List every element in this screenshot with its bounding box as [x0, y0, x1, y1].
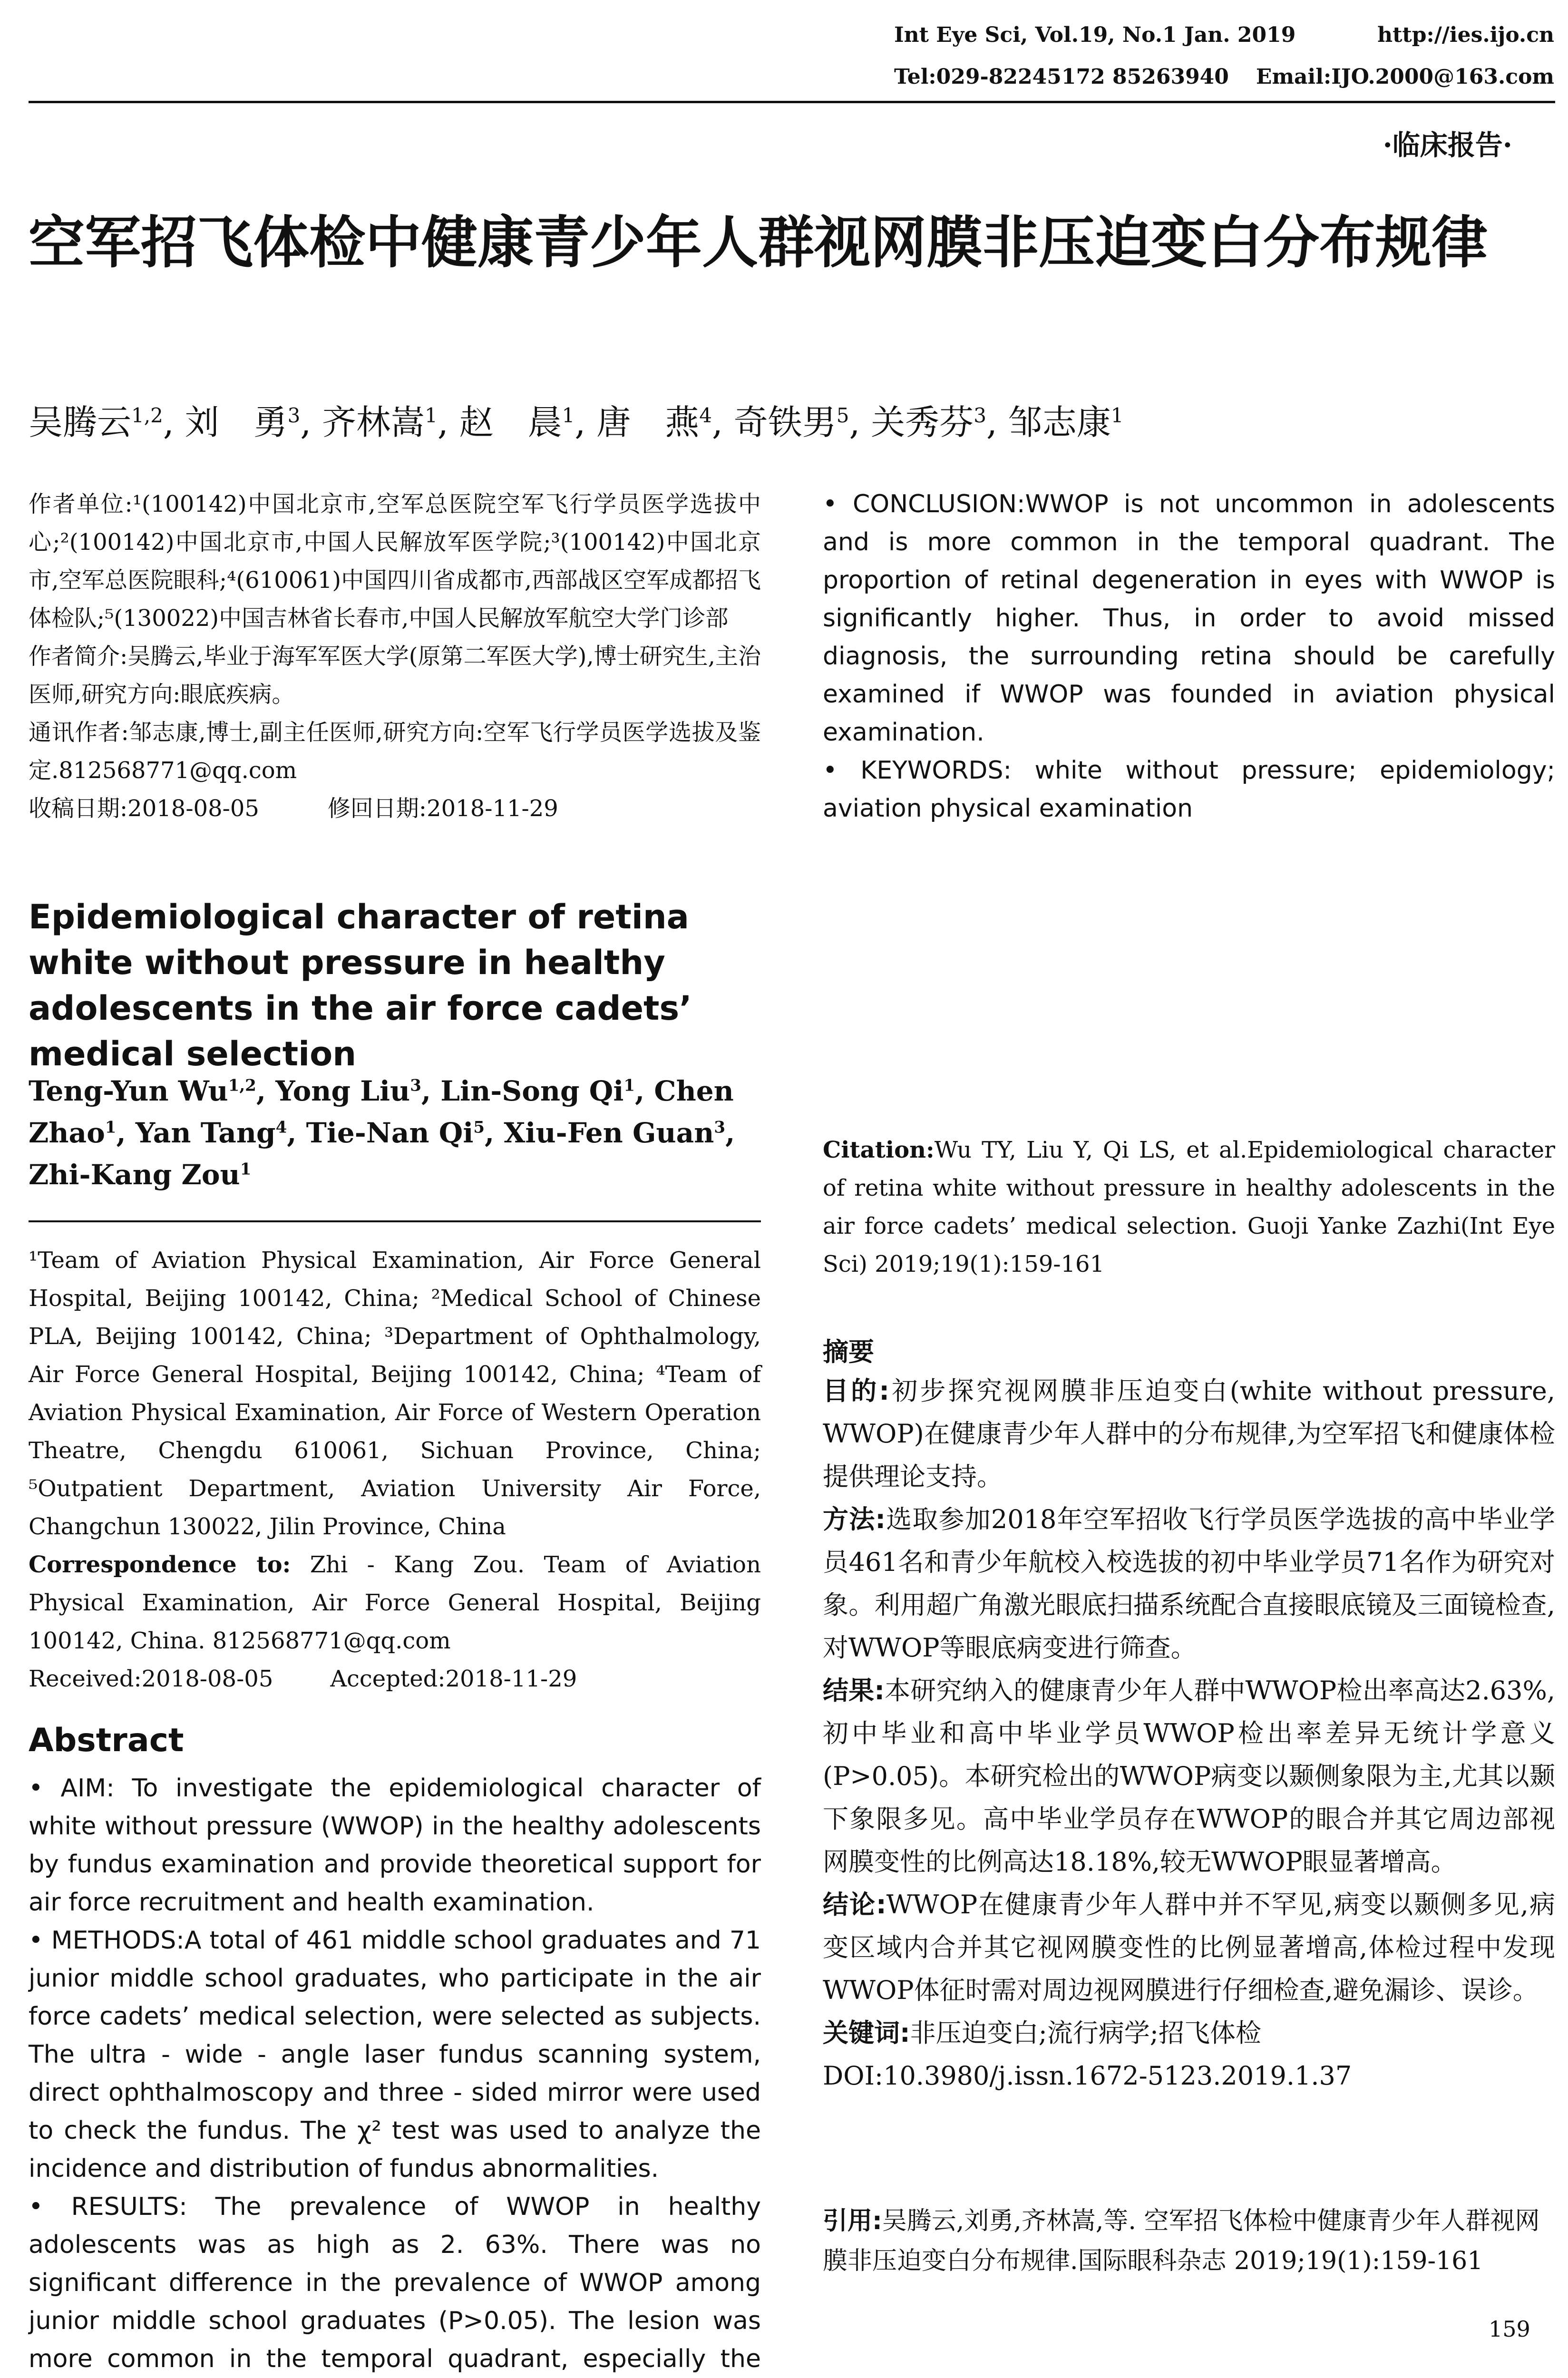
- author-cn: 关秀芬$^3$: [871, 402, 986, 442]
- author-en: Teng-Yun Wu$^{1,2}$: [29, 1075, 256, 1107]
- abstract-methods: • METHODS:A total of 461 middle school graduates and 71 junior middle school graduates, who participate in the air force cadets’ medical selection, were selected as subjects. The ultra - wide - angle laser fundus scanning system, direct ophthalmoscopy and three - sided mirror were used to check the fundus. The χ² test was used to analyze the incidence and distribution of fundus abnormalities.: [29, 1926, 761, 2183]
- header-rule: [29, 101, 1555, 103]
- author-cn: 唐 燕$^4$: [596, 402, 712, 442]
- citation-text: Wu TY, Liu Y, Qi LS, et al.Epidemiological character of retina white without pressure in healthy adolescents in the air force cadets’ medical selection. Guoji Yanke Zazhi(Int Eye Sci) 2019;19(1):159-161: [823, 1137, 1555, 1277]
- received-accepted: Received:2018-08-05 Accepted:2018-11-29: [29, 1666, 577, 1692]
- abstract-aim: • AIM: To investigate the epidemiological character of white without pressure (WWOP) in the healthy adolescents by fundus examination and provide theoretical support for air force recruitment and health examination.: [29, 1774, 761, 1917]
- correspondence: Correspondence to: Zhi - Kang Zou. Team of Aviation Physical Examination, Air Force General Hospital, Beijing 100142, China. 812568771@qq.com: [29, 1551, 761, 1654]
- author-en: Lin-Song Qi$^1$: [440, 1075, 635, 1107]
- english-affiliation: ¹Team of Aviation Physical Examination, Air Force General Hospital, Beijing 100142, China; ²Medical School of Chinese PLA, Beijing 100142, China; ³Department of Ophthalmology, Air Force General Hospital, Beijing 100142, China; ⁴Team of Aviation Physical Examination, Air Force of Western Operation Theatre, Chengdu 610061, Sichuan Province, China; ⁵Outpatient Department, Aviation University Air Force, Changchun 130022, Jilin Province, China: [29, 1247, 761, 1540]
- section-tag: ·临床报告·: [1383, 129, 1512, 161]
- abstract-keywords: • KEYWORDS: white without pressure; epidemiology; aviation physical examination: [823, 756, 1555, 823]
- journal-url: http://ies.ijo.cn: [1377, 23, 1554, 47]
- chinese-citation: [823, 2201, 1555, 2281]
- chinese-abstract-results: 结果:本研究纳入的健康青少年人群中WWOP检出率高达2.63%,初中毕业和高中毕业学员WWOP检出率差异无统计学意义(P>0.05)。本研究检出的WWOP病变以颞侧象限为主,尤其以颞下象限多见。高中毕业学员存在WWOP的眼合并其它周边部视网膜变性的比例高达18.18%,较无WWOP眼显著增高。: [823, 1676, 1555, 1877]
- author-en: Yong Liu$^3$: [275, 1075, 421, 1107]
- chinese-affiliation: 作者单位:¹(100142)中国北京市,空军总医院空军飞行学员医学选拔中心;²(100142)中国北京市,中国人民解放军医学院;³(100142)中国北京市,空军总医院眼科;⁴(610061)中国四川省成都市,西部战区空军成都招飞体检队;⁵(130022)中国吉林省长春市,中国人民解放军航空大学门诊部: [29, 491, 761, 632]
- chinese-keywords: 关键词:非压迫变白;流行病学;招飞体检: [823, 2018, 1261, 2048]
- author-en: Xiu-Fen Guan$^3$: [504, 1117, 726, 1149]
- author-cn: 吴腾云$^{1,2}$: [29, 402, 163, 442]
- citation-label: Citation:: [823, 1137, 935, 1163]
- author-cn: 奇铁男$^5$: [733, 402, 849, 442]
- chinese-title: 空军招飞体检中健康青少年人群视网膜非压迫变白分布规律: [29, 210, 1488, 275]
- abstract-heading: Abstract: [29, 1722, 184, 1759]
- abstract-conclusion: • CONCLUSION:WWOP is not uncommon in adolescents and is more common in the temporal quadrant. The proportion of retinal degeneration in eyes with WWOP is significantly higher. Thus, in order to avoid missed diagnosis, the surrounding retina should be carefully examined if WWOP was founded in aviation physical examination.: [823, 490, 1555, 747]
- citation: [823, 1131, 1555, 1283]
- author-en: Chen Zhao$^1$: [29, 1075, 734, 1149]
- received-revised-dates: 收稿日期:2018-08-05 修回日期:2018-11-29: [29, 795, 558, 822]
- chinese-abstract: [823, 1370, 1555, 2097]
- journal-email: Email:IJO.2000@163.com: [1256, 65, 1554, 89]
- corresponding-author: 通讯作者:邹志康,博士,副主任医师,研究方向:空军飞行学员医学选拔及鉴定.812568771@qq.com: [29, 719, 761, 784]
- chinese-abstract-conclusion: 结论:WWOP在健康青少年人群中并不罕见,病变以颞侧多见,病变区域内合并其它视网膜变性的比例显著增高,体检过程中发现WWOP体征时需对周边视网膜进行仔细检查,避免漏诊、误诊。: [823, 1890, 1555, 2005]
- affiliation-rule: [29, 1220, 761, 1222]
- chinese-author-info: [29, 485, 761, 828]
- journal-tel: Tel:029-82245172 85263940: [894, 65, 1229, 89]
- abstract-results: • RESULTS: The prevalence of WWOP in healthy adolescents was as high as 2. 63%. There was no significant difference in the prevalence of WWOP among junior middle school graduates (P>0.05). The lesion was more common in the temporal quadrant, especially the: [29, 2193, 761, 2373]
- author-en: Yan Tang$^4$: [135, 1117, 287, 1149]
- author-en: Zhi-Kang Zou$^1$: [29, 1159, 252, 1191]
- journal-header-line2: [894, 65, 1554, 89]
- abstract-left-column: [29, 1769, 761, 2378]
- author-cn: 齐林嵩$^1$: [322, 402, 438, 442]
- abstract-right-column: [823, 485, 1555, 828]
- chinese-citation-label: 引用:: [823, 2207, 882, 2235]
- chinese-citation-text: 吴腾云,刘勇,齐林嵩,等. 空军招飞体检中健康青少年人群视网膜非压迫变白分布规律.国际眼科杂志 2019;19(1):159-161: [823, 2207, 1540, 2275]
- journal-header-line1: [894, 23, 1554, 47]
- english-authors: Teng-Yun Wu$^{1,2}$, Yong Liu$^3$, Lin-Song Qi$^1$, Chen Zhao$^1$, Yan Tang$^4$, Tie-Nan Qi$^5$, Xiu-Fen Guan$^3$, Zhi-Kang Zou$^1$: [29, 1075, 735, 1191]
- chinese-abstract-heading: 摘要: [823, 1337, 874, 1367]
- chinese-abstract-aim: 目的:初步探究视网膜非压迫变白(white without pressure, WWOP)在健康青少年人群中的分布规律,为空军招飞和健康体检提供理论支持。: [823, 1376, 1555, 1491]
- journal-citation: Int Eye Sci, Vol.19, No.1 Jan. 2019: [894, 23, 1296, 47]
- chinese-authors: 吴腾云$^{1,2}$, 刘 勇$^3$, 齐林嵩$^1$, 赵 晨$^1$, 唐 燕$^4$, 奇铁男$^5$, 关秀芬$^3$, 邹志康$^1$: [29, 402, 1124, 442]
- doi: DOI:10.3980/j.issn.1672-5123.2019.1.37: [823, 2061, 1352, 2091]
- author-en: Tie-Nan Qi$^5$: [306, 1117, 485, 1149]
- english-author-info: [29, 1241, 761, 1698]
- page-number: 159: [1489, 2316, 1530, 2342]
- author-cn: 赵 晨$^1$: [459, 402, 575, 442]
- author-cn: 刘 勇$^3$: [185, 402, 301, 442]
- author-profile: 作者简介:吴腾云,毕业于海军军医大学(原第二军医大学),博士研究生,主治医师,研究方向:眼底疾病。: [29, 643, 761, 708]
- chinese-abstract-methods: 方法:选取参加2018年空军招收飞行学员医学选拔的高中毕业学员461名和青少年航校入校选拔的初中毕业学员71名作为研究对象。利用超广角激光眼底扫描系统配合直接眼底镜及三面镜检查,对WWOP等眼底病变进行筛查。: [823, 1504, 1555, 1663]
- english-title: Epidemiological character of retina white without pressure in healthy adolescents in the air force cadets’ medical selection: [29, 897, 692, 1073]
- author-cn: 邹志康$^1$: [1008, 402, 1124, 442]
